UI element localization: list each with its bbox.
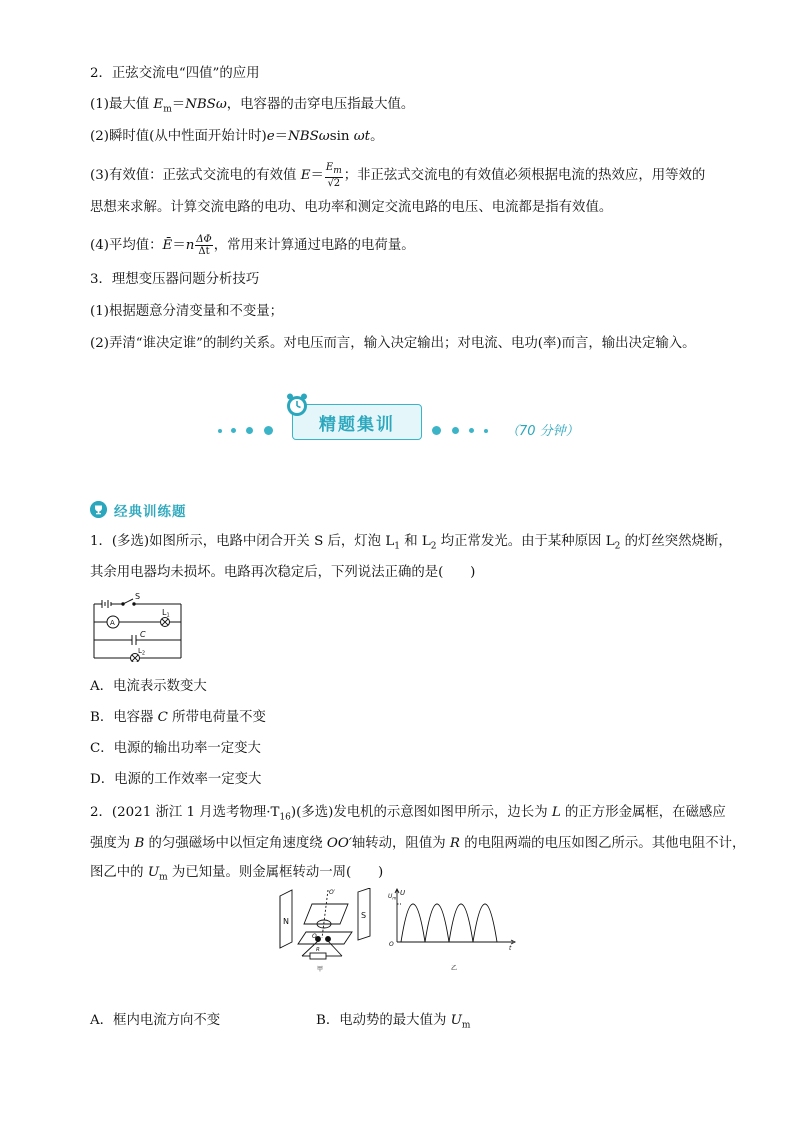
section-banner [218,398,598,440]
text: (1)最大值 [90,97,154,112]
text: 思想来求解。计算交流电路的电功、电功率和测定交流电路的电压、电流都是指有效值。 [90,200,613,215]
text: C．电源的输出功率一定变大 [90,741,261,756]
text: 。 [370,129,384,144]
banner-title-box [292,404,422,440]
circuit-diagram [88,592,188,662]
sub: 2 [430,541,437,552]
text: (3)有效值：正弦式交流电的有效值 [90,168,301,183]
text: ＝ [274,129,289,144]
text: B．电动势的最大值为 [316,1013,451,1028]
problem2-stem [90,803,726,828]
sub: m [461,1020,471,1031]
lamp1-label: L1 [162,608,170,619]
var: E [300,168,311,183]
text: ＝ [310,168,324,183]
text: 的正方形金属框，在磁感应 [560,805,726,820]
generator-diagram [272,888,382,974]
var: U [450,1013,462,1028]
banner-dot [432,426,441,435]
summary-item-1 [90,95,414,120]
brush [326,937,331,942]
fraction-em-root2 [325,162,343,189]
var: L [551,805,561,820]
text: (4)平均值： [90,238,163,253]
section-label: 经典训练题 [114,504,187,520]
text: ，常用来计算通过电路的电荷量。 [213,238,415,253]
var: n [185,238,195,253]
banner-dot [452,427,459,434]
den: Δt [198,246,210,257]
text: 的电阻两端的电压如图乙所示。其他电阻不计， [459,836,746,851]
banner-title: 精题集训 [319,415,395,435]
text: 的匀强磁场中以恒定角速度绕 [144,836,327,851]
text: ；非正弦式交流电的有效值必须根据电流的热效应，用等效的 [343,168,706,183]
summary-item-4 [90,234,415,257]
problem2-stem-cont2 [90,863,383,888]
problem2-stem-cont [90,834,745,854]
t-axis-label: t [509,945,512,952]
banner-dot [264,426,273,435]
sub: m [333,166,342,176]
var: NBSω [288,129,330,144]
voltage-curve [401,904,497,942]
summary-item-5 [90,302,283,322]
heading-text: 3．理想变压器问题分析技巧 [90,272,260,287]
text: 强度为 [90,836,135,851]
problem2-option-b [316,1011,470,1036]
text: A．电流表示数变大 [90,679,207,694]
text: (2)弄清“谁决定谁”的制约关系。对电压而言，输入决定输出；对电流、电功(率)而言，输出决定输入。 [90,336,696,351]
text: 均正常发光。由于某种原因 L [436,534,615,549]
problem1-option-b [90,708,266,728]
text: (2)瞬时值(从中性面开始计时) [90,129,267,144]
var: C [157,710,168,725]
sub: m [159,872,168,883]
text: A．框内电流方向不变 [90,1013,221,1028]
banner-dot [246,427,253,434]
text: 所带电荷量不变 [167,710,266,725]
problem1-option-d [90,770,261,790]
text: D．电源的工作效率一定变大 [90,772,262,787]
den: √2 [327,178,341,189]
trophy-icon [90,501,107,518]
rotation-axis [322,890,328,938]
var: B [134,836,145,851]
s-label: S [361,911,367,920]
base-plate [298,932,352,944]
text: 2．(2021 浙江 1 月选考物理·T [90,805,280,820]
summary-heading-3 [90,270,259,290]
summary-item-3-cont [90,198,612,218]
num: E [325,162,334,173]
figure-yi-label: 乙 [451,965,458,972]
heading-text: 2．正弦交流电“四值”的应用 [90,66,260,81]
text: (1)根据题意分清变量和不变量； [90,304,284,319]
problem1-stem-cont [90,563,475,583]
banner-dot [469,428,474,433]
var: Ē [162,238,173,253]
problem1-option-c [90,739,261,759]
r-label: R [316,947,320,953]
n-label: N [283,917,289,926]
wire [328,941,342,956]
o-label: O [312,933,317,940]
banner-dot [218,429,222,433]
text: 1．(多选)如图所示，电路中闭合开关 S 后，灯泡 L [90,534,395,549]
resistor [310,953,326,959]
banner-dot [231,428,236,433]
alarm-clock-icon [284,392,310,418]
var: OO′ [326,836,352,851]
text: 的灯丝突然烧断， [620,534,732,549]
summary-heading-2 [90,64,260,84]
u-axis-label: U [400,889,406,897]
problem1-stem [90,532,732,557]
sub: 1 [394,541,400,552]
figure-jia-label: 甲 [317,966,324,973]
capacitor-label: C [140,630,146,639]
var: ωt [353,129,371,144]
text: ，电容器的击穿电压指最大值。 [226,97,415,112]
problem1-option-a [90,677,207,697]
text: 轴转动，阻值为 [351,836,450,851]
var: R [449,836,460,851]
var: E [153,97,164,112]
text: 和 L [399,534,431,549]
switch-label: S [135,592,141,601]
text: 为已知量。则金属框转动一周( ) [167,865,384,880]
text: ＝ [171,97,186,112]
summary-item-2 [90,127,383,147]
summary-item-3 [90,162,705,189]
text: ＝ [172,238,186,253]
fraction-dphi-dt [195,234,212,257]
sub: m [163,104,172,115]
text: sin [329,129,354,144]
var: U [147,865,160,880]
text: 其余用电器均未损坏。电路再次稳定后，下列说法正确的是( ) [90,565,476,580]
o-prime-label: O′ [329,889,336,896]
summary-item-6 [90,334,696,354]
switch-blade [123,599,133,604]
voltage-graph [385,886,519,974]
text: )(多选)发电机的示意图如图甲所示，边长为 [290,805,552,820]
text: B．电容器 [90,710,158,725]
um-label: $U_m$ [388,893,397,901]
var: NBSω [185,97,227,112]
num: ΔΦ [196,234,212,245]
sub: 16 [279,812,291,823]
banner-dot [484,429,488,433]
sub: 2 [614,541,621,552]
ammeter-label: A [110,619,115,627]
problem2-option-a [90,1011,220,1031]
banner-time: （70 分钟） [506,424,579,439]
origin-label: O [389,941,394,948]
text: 图乙中的 [90,865,148,880]
var: e [266,129,275,144]
lamp2-label: $L_2$ [138,647,146,657]
